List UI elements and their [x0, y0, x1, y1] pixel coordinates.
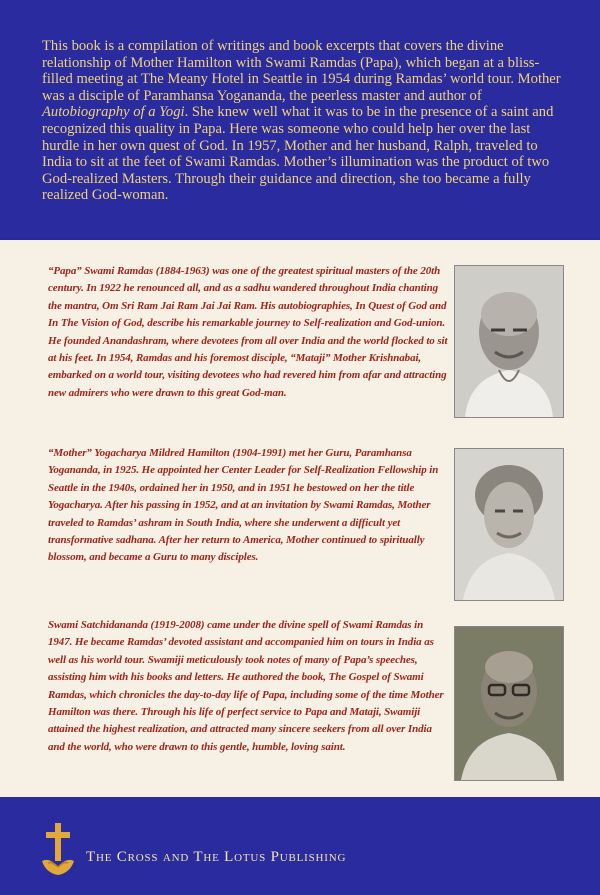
portrait-swami-satchidananda [454, 626, 564, 781]
intro-book-title: Autobiography of a Yogi [42, 104, 185, 121]
publisher-name: The Cross and The Lotus Publishing [86, 849, 347, 865]
portrait-mother-hamilton [454, 448, 564, 601]
intro-band [0, 0, 600, 238]
portrait-hamilton-graphic [455, 449, 563, 600]
cross-and-lotus-icon [40, 821, 76, 877]
publisher-footer [0, 797, 600, 895]
bio-satchidananda: Swami Satchidananda (1919-2008) came under the divine spell of Swami Ramdas in 1947. He became Ramdas’ devoted assistant and accompanied him on tours in India as well as his world tour. Swamiji meticulously took notes of many of Papa’s speeches, assisting him with his books and letters. He authored the book, The Gospel of Swami Ramdas, which chronicles the day-to-day life of Papa, including some of the time Mother Hamilton was there. Through his life of perfect service to Papa and Mataji, Swamiji attained the highest realization, and attracted many sincere seekers from all over India and the world, who were drawn to this gentle, humble, loving saint. [48, 619, 444, 753]
intro-paragraph [42, 38, 567, 204]
biographies-panel [0, 240, 600, 797]
portrait-swami-ramdas [454, 265, 564, 418]
intro-text-2: . She knew well what it was to be in the presence of a saint and recognized this quality in Papa. Here was someone who could help her over the last hurdle in her own quest of God. In 1957, Mother and her husband, Ralph, traveled to India to sit at the feet of Swami Ramdas. Mother’s illumination was the product of two God-realized Masters. Through their guidance and direction, she too became a fully realized God-woman. [42, 104, 554, 204]
portrait-ramdas-graphic [455, 266, 563, 417]
intro-text-1: This book is a compilation of writings and book excerpts that covers the divine relationship of Mother Hamilton with Swami Ramdas (Papa), which began at a bliss-filled meeting at The Meany Hotel in Seattle in 1954 during Ramdas’ world tour. Mother was a disciple of Paramhansa Yogananda, the peerless master and author of [42, 38, 561, 104]
bio-mother-hamilton: “Mother” Yogacharya Mildred Hamilton (1904-1991) met her Guru, Paramhansa Yogananda, in 1925. He appointed her Center Leader for Self-Realization Fellowship in Seattle in the 1940s, ordained her in 1950, and in 1951 he bestowed on her the title Yogacharya. After his passing in 1952, and at an invitation by Swami Ramdas, Mother traveled to Ramdas’ ashram in South India, where she underwent a difficult yet transformative sadhana. After her return to America, Mother continued to spiritually blossom, and became a Guru to many disciples. [48, 447, 439, 564]
portrait-satchidananda-graphic [455, 627, 563, 780]
bio-ramdas: “Papa” Swami Ramdas (1884-1963) was one of the greatest spiritual masters of the 20th century. In 1922 he renounced all, and as a sadhu wandered throughout India chanting the mantra, Om Sri Ram Jai Ram Jai Jai Ram. His autobiographies, In Quest of God and In The Vision of God, describe his remarkable journey to Self-realization and God-union. He founded Anandashram, where devotees from all over India and the world flocked to sit at his feet. In 1954, Ramdas and his foremost disciple, “Mataji” Mother Krishnabai, embarked on a world tour, visiting devotees who had revered him from afar and attracting new admirers who were drawn to this great God-man. [48, 265, 448, 399]
